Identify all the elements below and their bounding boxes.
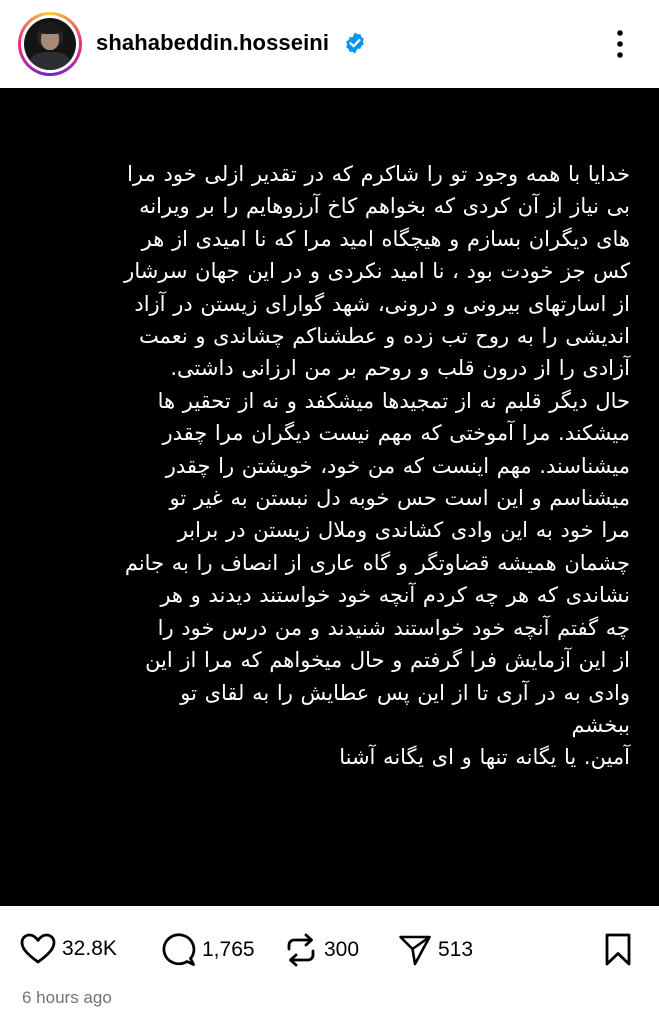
post-text-line: چشمان همیشه قضاوتگر و گاه عاری از انصاف را به جانم <box>124 550 630 575</box>
comment-bubble-icon[interactable] <box>160 933 196 967</box>
verified-badge-icon <box>343 31 367 55</box>
share-action[interactable] <box>398 933 473 967</box>
post-text-line: میشکند. مرا آموختی که مهم نیست دیگران مرا چقدر <box>162 421 630 446</box>
post-text-line: اندیشی را به روح تب زده و عطشناکم چشاندی و نعمت <box>138 324 630 349</box>
post-text-line: از این آزمایش فرا گرفتم و حال میخواهم که مرا از این <box>145 648 630 673</box>
post-text-line: میشناسم و این است حس خوبه دل نبستن به غیر تو <box>169 486 630 511</box>
like-count: 32.8K <box>62 937 117 960</box>
post-text-line: کس جز خودت بود ، نا امید نکردی و در این جهان سرشار <box>124 259 630 284</box>
post-text-line: مرا خود به این وادی کشاندی وملال زیستن در برابر <box>177 518 630 543</box>
post-text-line: های دیگران بسازم و هیچگاه امید مرا که نا امیدی از هر <box>141 226 630 251</box>
bookmark-icon[interactable] <box>604 933 632 967</box>
username[interactable]: shahabeddin.hosseini <box>96 30 330 55</box>
post-timestamp: 6 hours ago <box>22 988 112 1007</box>
send-icon[interactable] <box>398 933 432 967</box>
save-action[interactable] <box>604 933 632 967</box>
post-text-line: چه گفتم آنچه خود خواستند شنیدند و من درس خود را <box>157 615 630 640</box>
post-text-line: آزادی را از درون قلب و روحم بر من ارزانی داشتی. <box>170 356 630 381</box>
more-vertical-icon[interactable] <box>608 26 632 62</box>
profile-photo <box>24 18 76 70</box>
post-text-line: وادی به در آری تا از این پس عطایش را به لقای تو <box>180 680 630 705</box>
post-text <box>38 158 630 774</box>
like-action[interactable] <box>20 933 117 965</box>
comment-count: 1,765 <box>202 938 255 961</box>
repost-count: 300 <box>324 938 360 961</box>
action-bar <box>0 906 659 990</box>
post-text-line: بی نیاز از آن کردی که بخواهم کاخ آرزوهایم را بر ویرانه <box>139 194 630 219</box>
heart-icon[interactable] <box>20 933 56 965</box>
post-text-line: از اسارتهای بیرونی و درونی، شهد گوارای زیستن در آزاد <box>134 291 630 316</box>
post-text-line: آمین. یا یگانه تنها و ای یگانه آشنا <box>339 745 630 770</box>
repost-icon[interactable] <box>284 933 318 967</box>
post-text-line: میشناسند. مهم اینست که من خود، خویشتن را چقدر <box>165 453 630 478</box>
post-image <box>0 88 659 906</box>
share-count: 513 <box>438 938 474 961</box>
repost-action[interactable] <box>284 933 359 967</box>
post-text-line: ببخشم <box>571 712 630 737</box>
post-text-line: خدایا با همه وجود تو را شاکرم که در تقدیر ازلی خود مرا <box>127 162 630 186</box>
post-text-line: حال دیگر قلبم نه از تمجیدها میشکفد و نه از تحقیر ها <box>157 388 630 413</box>
post-header <box>0 0 659 88</box>
comment-action[interactable] <box>160 933 255 967</box>
avatar[interactable] <box>18 12 82 76</box>
post-text-line: نشاندی که هر چه کردم آنچه خود خواستند دیدند و هر <box>160 583 630 608</box>
